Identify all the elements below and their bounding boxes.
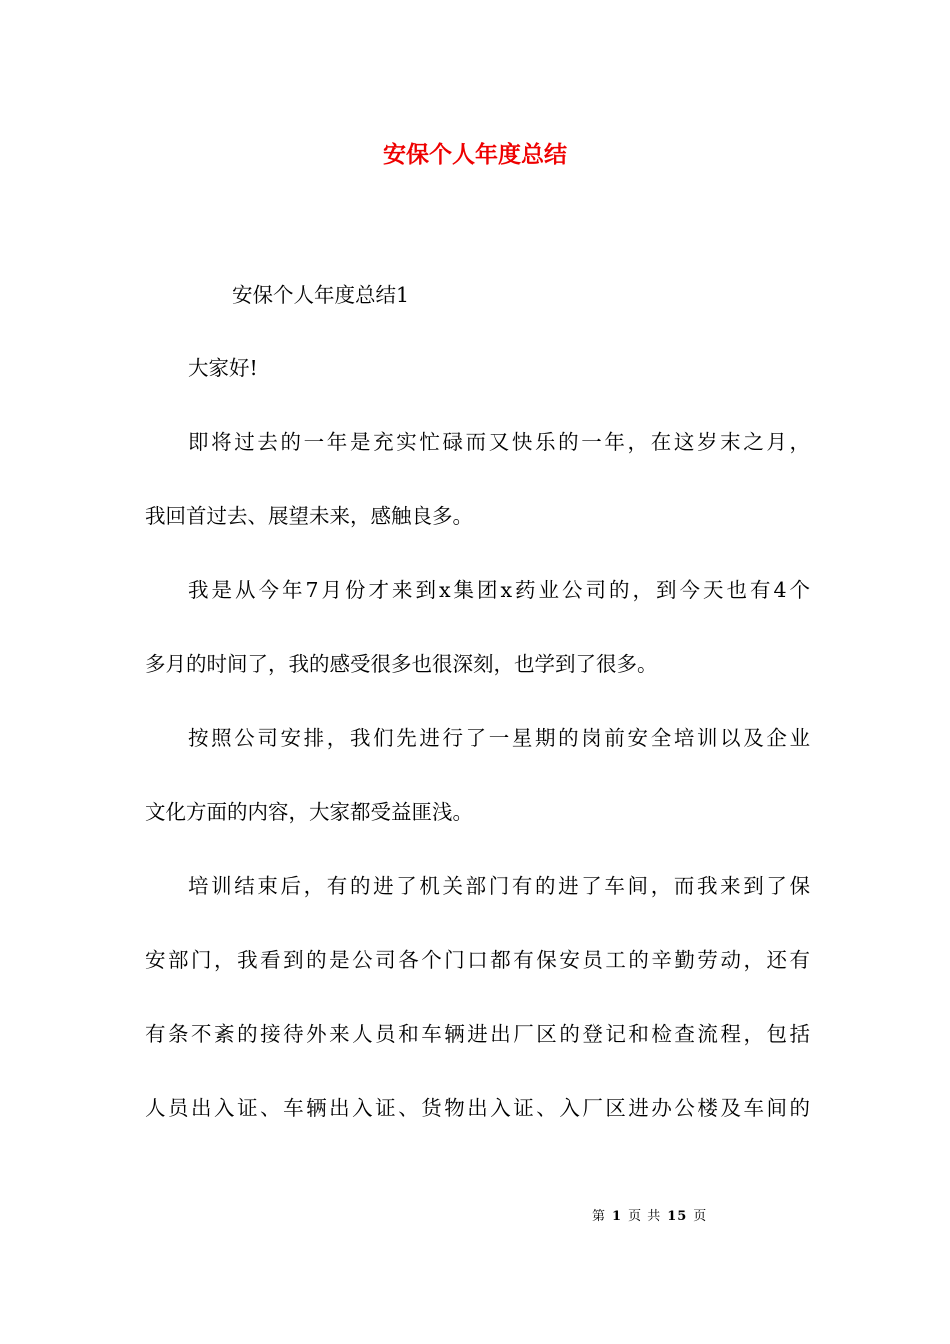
footer-prefix: 第 [592,1209,607,1224]
page-footer [590,1205,709,1229]
paragraph-line: 多月的时间了，我的感受很多也很深刻，也学到了很多。 [145,652,658,676]
paragraph-line: 文化方面的内容，大家都受益匪浅。 [145,800,473,824]
paragraph-line: 安部门，我看到的是公司各个门口都有保安员工的辛勤劳动，还有 [145,948,810,972]
footer-suffix: 页 [693,1209,708,1224]
paragraph-line: 培训结束后，有的进了机关部门有的进了车间，而我来到了保 [188,874,810,898]
paragraph-line: 我回首过去、展望未来，感触良多。 [145,504,473,528]
paragraph-line: 大家好! [188,356,258,380]
paragraph-line: 按照公司安排，我们先进行了一星期的岗前安全培训以及企业 [188,726,810,750]
paragraph-line: 有条不紊的接待外来人员和车辆进出厂区的登记和检查流程，包括 [145,1022,810,1046]
document-title: 安保个人年度总结 [383,141,567,168]
paragraph-line: 人员出入证、车辆出入证、货物出入证、入厂区进办公楼及车间的 [145,1096,810,1120]
footer-middle: 页 共 [628,1209,662,1224]
paragraph-line: 即将过去的一年是充实忙碌而又快乐的一年，在这岁末之月， [188,430,810,454]
paragraph-line: 我是从今年7月份才来到x集团x药业公司的，到今天也有4个 [188,578,810,602]
footer-total-pages: 15 [667,1209,688,1224]
footer-page-number: 1 [612,1209,623,1224]
section-heading: 安保个人年度总结1 [232,283,410,307]
